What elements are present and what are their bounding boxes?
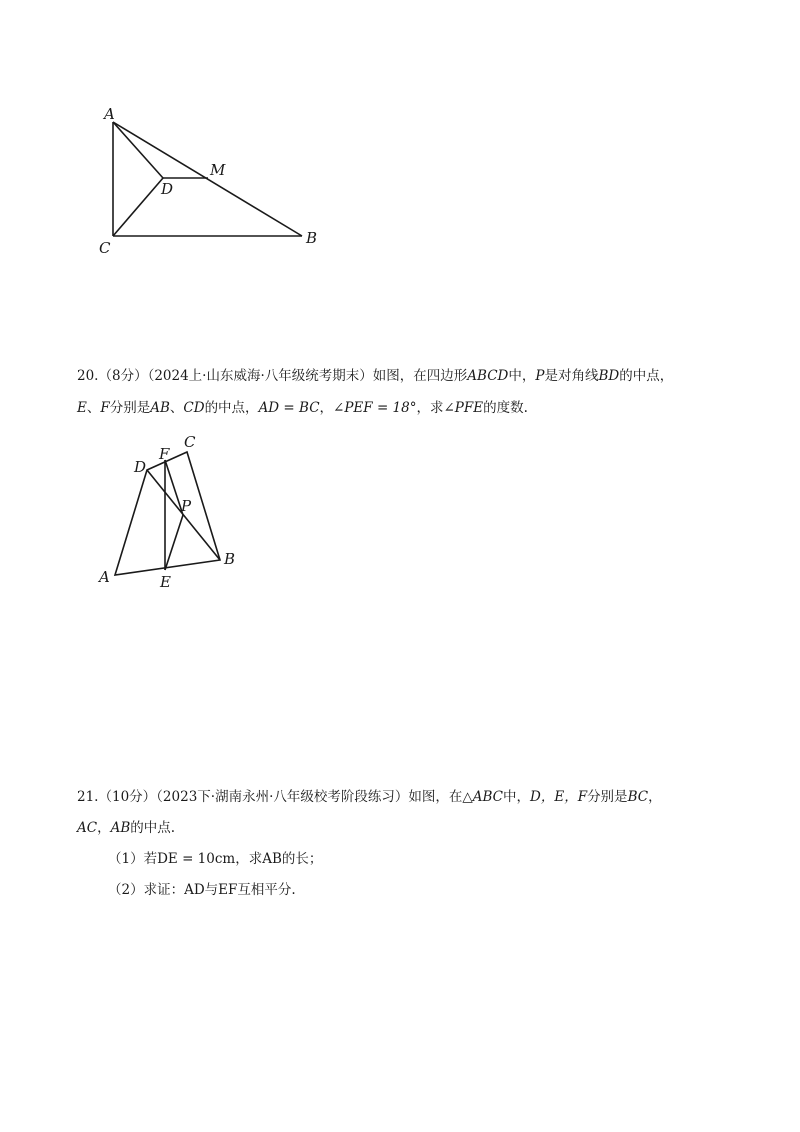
label-a: A <box>99 568 110 586</box>
diagonal-bd <box>147 470 220 560</box>
text: 中， <box>503 789 531 805</box>
math-triangle-abc: △ABC <box>462 789 504 805</box>
label-m: M <box>210 161 226 179</box>
question-21-line-1 <box>77 787 662 807</box>
math-def: D，E，F <box>530 789 588 805</box>
label-d: D <box>134 458 147 476</box>
math-bc: BC <box>627 789 649 805</box>
text: 的度数. <box>483 400 528 416</box>
text: 的长； <box>281 851 323 867</box>
text: ， <box>648 789 662 805</box>
text: ，求 <box>416 400 444 416</box>
math-ab: AB <box>262 851 282 867</box>
question-number: 21. <box>77 789 99 805</box>
text: 、 <box>86 400 101 416</box>
question-20-line-2 <box>77 398 528 418</box>
text: 、 <box>169 400 184 416</box>
math-ef: EF <box>218 882 238 898</box>
text: 如图，在 <box>408 789 463 805</box>
math-bd: BD <box>598 368 620 384</box>
math-e: E <box>77 400 87 416</box>
label-e: E <box>160 573 171 591</box>
text: 中， <box>508 368 536 384</box>
math-f: F <box>100 400 110 416</box>
figure-triangle-abc-median <box>0 0 800 300</box>
question-21-part-1 <box>108 849 322 869</box>
label-d: D <box>161 180 174 198</box>
math-de-eq: DE = 10cm <box>157 851 236 867</box>
question-21-part-2 <box>108 880 296 900</box>
text: 互相平分. <box>237 882 296 898</box>
text: 如图，在四边形 <box>372 368 468 384</box>
question-21-line-2 <box>77 818 175 838</box>
label-p: P <box>181 497 192 515</box>
math-cd: CD <box>183 400 205 416</box>
question-score: （10分） <box>98 789 157 805</box>
text: 与 <box>204 882 219 898</box>
math-abcd: ABCD <box>467 368 509 384</box>
text: （1）若 <box>108 851 158 867</box>
quadrilateral-abcd <box>115 452 220 575</box>
label-c: C <box>99 239 111 257</box>
text: ， <box>319 400 334 416</box>
text: 分别是 <box>587 789 628 805</box>
text: 分别是 <box>109 400 151 416</box>
segment-pe <box>165 515 183 570</box>
math-ab: AB <box>150 400 170 416</box>
text: ， <box>97 820 111 836</box>
text: 的中点. <box>130 820 176 836</box>
label-b: B <box>306 229 318 247</box>
label-a: A <box>104 105 115 123</box>
segment-cd <box>113 178 163 236</box>
label-c: C <box>184 433 196 451</box>
text: ，求 <box>235 851 263 867</box>
math-p: P <box>535 368 545 384</box>
text: 的中点， <box>204 400 259 416</box>
math-ab: AB <box>110 820 131 836</box>
text: 的中点， <box>619 368 674 384</box>
text: 是对角线 <box>544 368 599 384</box>
label-f: F <box>159 445 170 463</box>
math-ac: AC <box>77 820 98 836</box>
segment-ab <box>113 122 302 236</box>
segment-ad <box>113 122 163 178</box>
math-angle-pef: ∠PEF = 18° <box>333 400 417 416</box>
question-score: （8分） <box>98 368 148 384</box>
math-ad: AD <box>184 882 205 898</box>
math-angle-pfe: ∠PFE <box>443 400 484 416</box>
question-20-line-1 <box>77 366 673 386</box>
math-ad-eq-bc: AD = BC <box>258 400 320 416</box>
label-b: B <box>224 550 236 568</box>
question-source: （2023下·湖南永州·八年级校考阶段练习） <box>156 789 409 805</box>
figure-quadrilateral-abcd <box>0 420 800 600</box>
text: （2）求证： <box>108 882 185 898</box>
question-number: 20. <box>77 368 99 384</box>
question-source: （2024上·山东威海·八年级统考期末） <box>147 368 373 384</box>
